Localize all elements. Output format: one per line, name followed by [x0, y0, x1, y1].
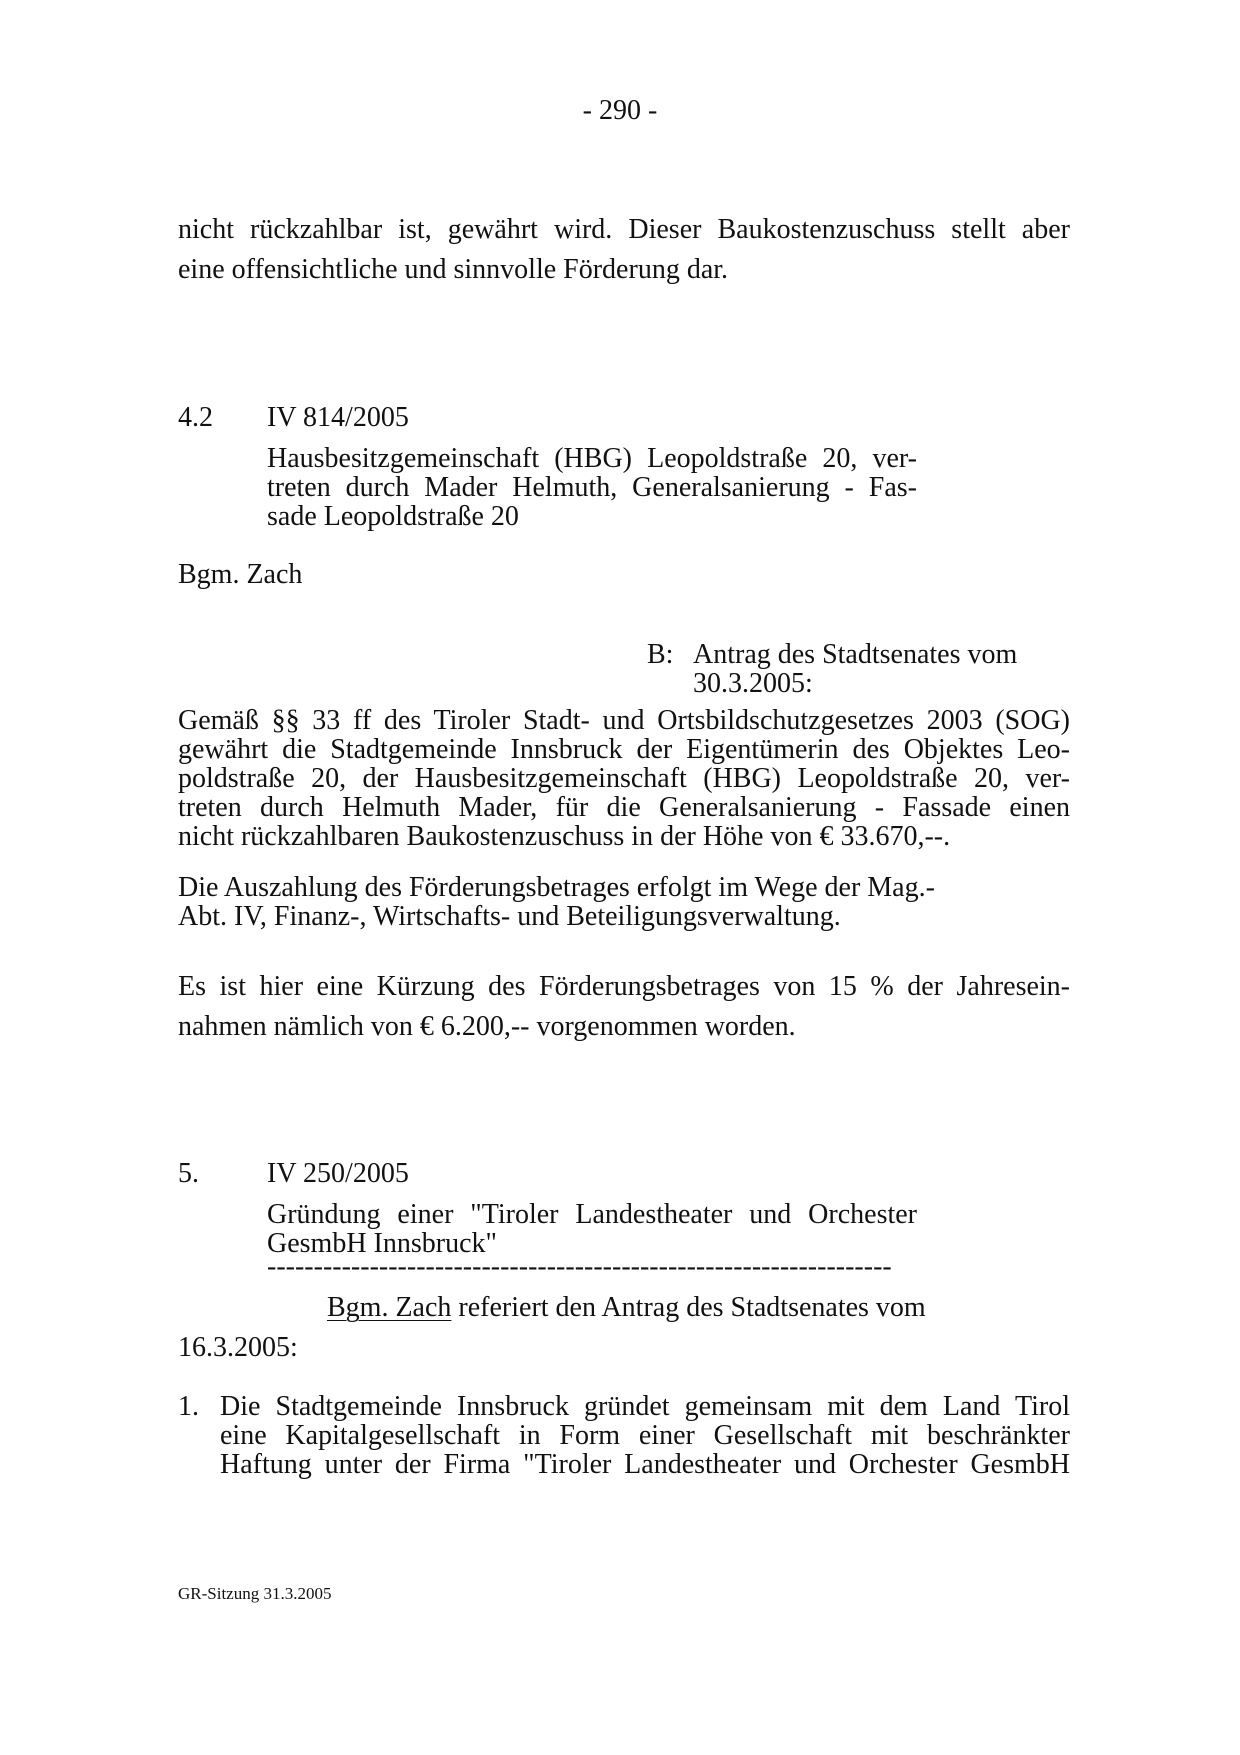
payment-line-1: Die Auszahlung des Förderungsbetrages erfolgt im Wege der Mag.- — [178, 872, 935, 903]
motion-line-2: 30.3.2005: — [693, 668, 813, 699]
item-5-speaker: Bgm. Zach — [327, 1292, 452, 1323]
item-5-number: 5. — [178, 1158, 199, 1189]
list-item-line-3: Haftung unter der Firma "Tiroler Landestheater und Orchester GesmbH — [220, 1449, 1070, 1480]
note-line-2: nahmen nämlich von € 6.200,-- vorgenommen worden. — [178, 1011, 796, 1042]
payment-line-2: Abt. IV, Finanz-, Wirtschafts- und Beteiligungsverwaltung. — [178, 901, 841, 932]
item-4-2-speaker: Bgm. Zach — [178, 559, 303, 590]
list-item-line-2: eine Kapitalgesellschaft in Form einer Gesellschaft mit beschränkter — [220, 1420, 1070, 1451]
item-4-2-subject-line-2: treten durch Mader Helmuth, Generalsanierung - Fas- — [267, 472, 917, 503]
intro-line-1: nicht rückzahlbar ist, gewährt wird. Dieser Baukostenzuschuss stellt aber — [178, 214, 1070, 245]
item-5-separator: ------------------------------------------------------------------- — [267, 1252, 892, 1281]
item-4-2-subject-line-1: Hausbesitzgemeinschaft (HBG) Leopoldstraße 20, ver- — [267, 443, 917, 474]
item-5-reference: IV 250/2005 — [267, 1158, 409, 1189]
resolution-line-5: nicht rückzahlbaren Baukostenzuschuss in der Höhe von € 33.670,--. — [178, 821, 951, 852]
resolution-line-1: Gemäß §§ 33 ff des Tiroler Stadt- und Ortsbildschutzgesetzes 2003 (SOG) — [178, 705, 1070, 736]
footer-session-date: GR-Sitzung 31.3.2005 — [178, 1584, 332, 1603]
item-4-2-number: 4.2 — [178, 402, 213, 433]
page-number: - 290 - — [582, 95, 658, 126]
item-5-subject-line-2: GesmbH Innsbruck" — [267, 1228, 497, 1259]
motion-line-1: Antrag des Stadtsenates vom — [693, 639, 1018, 670]
motion-label: B: — [647, 639, 674, 670]
item-5-intro-rest: referiert den Antrag des Stadtsenates vom — [458, 1292, 926, 1323]
resolution-line-4: treten durch Helmuth Mader, für die Generalsanierung - Fassade einen — [178, 792, 1070, 823]
item-5-date: 16.3.2005: — [178, 1332, 298, 1363]
list-item-number: 1. — [178, 1391, 199, 1422]
resolution-line-3: poldstraße 20, der Hausbesitzgemeinschaft (HBG) Leopoldstraße 20, ver- — [178, 763, 1070, 794]
intro-line-2: eine offensichtliche und sinnvolle Förderung dar. — [178, 254, 729, 285]
item-5-subject-line-1: Gründung einer "Tiroler Landestheater und Orchester — [267, 1199, 917, 1230]
item-4-2-reference: IV 814/2005 — [267, 402, 409, 433]
list-item-line-1: Die Stadtgemeinde Innsbruck gründet gemeinsam mit dem Land Tirol — [220, 1391, 1070, 1422]
item-4-2-subject-line-3: sade Leopoldstraße 20 — [267, 501, 519, 532]
item-5-intro — [327, 1288, 926, 1328]
resolution-line-2: gewährt die Stadtgemeinde Innsbruck der Eigentümerin des Objektes Leo- — [178, 734, 1070, 765]
note-line-1: Es ist hier eine Kürzung des Förderungsbetrages von 15 % der Jahresein- — [178, 971, 1070, 1002]
